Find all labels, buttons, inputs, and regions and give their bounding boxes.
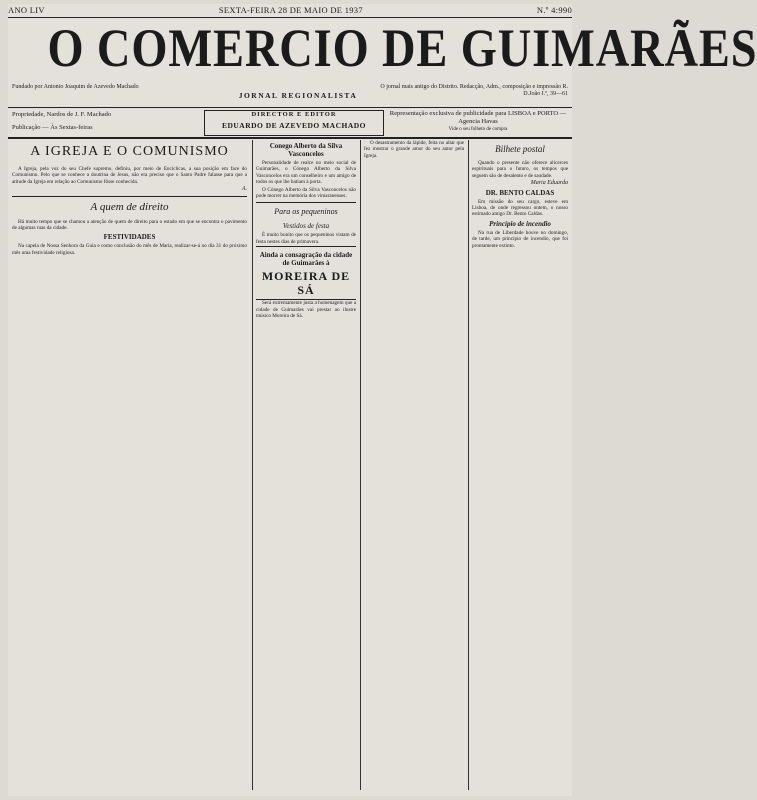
bilhete-lead: Quando o presente não oferece alicerces espirituais para o futuro, os tempos que seguem são de desalento e de saudade. bbox=[472, 160, 568, 179]
quem-direito-lead: Há muito tempo que se chamou a atenção de quem de direito para o estado em que se encontra o pavimento de algumas ruas da cidade. bbox=[12, 218, 247, 232]
conego-title: Conego Alberto da Silva Vasconcelos bbox=[269, 142, 343, 158]
director-name: EDUARDO DE AZEVEDO MACHADO bbox=[221, 121, 367, 130]
owner-line: Propriedade, Nardos de J. F. Machado bbox=[12, 111, 112, 118]
column-2 bbox=[256, 140, 356, 785]
bilhete-title: Bilhete postal bbox=[495, 144, 545, 154]
published-line: Publicação — Às Sextas-feiras bbox=[12, 124, 93, 131]
quem-direito-title: A quem de direito bbox=[90, 200, 169, 213]
column-1 bbox=[12, 140, 247, 780]
pequeninos-subtitle: Vestidos de festa bbox=[282, 222, 330, 231]
igreja-title: A IGREJA E O COMUNISMO bbox=[30, 144, 229, 159]
year-label: ANO LIV bbox=[8, 5, 45, 15]
consagracao-lead: Será extremamente justa a homenagem que a cidade de Guimarães vai prestar ao ilustre músico Moreira de Sá. bbox=[256, 300, 356, 320]
representation-line-2: Vide o seu folheto de compra bbox=[448, 127, 508, 132]
subtitle: JORNAL REGIONALISTA bbox=[238, 91, 358, 100]
director-label: DIRECTOR E EDITOR bbox=[251, 111, 337, 118]
issue-line bbox=[8, 4, 572, 16]
pequeninos-title: Para os pequeninos bbox=[274, 207, 338, 217]
director-box bbox=[204, 110, 384, 136]
column-4 bbox=[472, 140, 568, 785]
column-divider-1 bbox=[252, 140, 253, 790]
incendio-lead: Na rua de Liberdade houve no domingo, de tarde, um princípio de incendio, que foi prontamente extinto. bbox=[472, 229, 568, 249]
conego-closing: O Cónego Alberto da Silva Vasconcelos não pode morrer na memória dos vimaranenses. bbox=[256, 186, 356, 200]
column-divider-3 bbox=[468, 140, 469, 790]
pequeninos-lead: É muito bonito que os pequeninos vistam de festa nestes dias de primavera. bbox=[256, 232, 356, 245]
oldest-journal: O jornal mais antigo do Distrito. Redacção, Adm., composição e impressão R. D.João I.º, 39—61 bbox=[380, 84, 568, 97]
column-3 bbox=[364, 140, 464, 785]
issue-date: SEXTA-FEIRA 28 DE MAIO DE 1937 bbox=[218, 5, 363, 15]
igreja-lead: A Igreja, pela voz do seu Chefe supremo, definiu, por meio de Encíclicas, a sua posição em face do Comunismo. Pelo que se conhece a doutrina de Jesus, não era preciso que o Santo Padre falasse para que a atitude da Igreja em relação ao Comunismo fôsse conhecida. bbox=[12, 166, 247, 185]
masthead-title: O COMERCIO DE GUIMARÃES bbox=[47, 18, 757, 78]
bento-lead: Em missão do seu cargo, esteve em Lisboa, de onde regressou ontem, o nosso estimado amigo Dr. Bento Caldas. bbox=[472, 198, 568, 218]
column-divider-2 bbox=[360, 140, 361, 790]
desastre-lead: O desastramento da lápide, feita no altar que fez mostrar o grande amor do seu autor pela Igreja. bbox=[364, 140, 464, 159]
body-rule bbox=[8, 137, 572, 139]
representation-info bbox=[388, 110, 568, 134]
consagracao-header bbox=[256, 246, 356, 300]
consagracao-title: Ainda a consagração da cidade de Guimarães à bbox=[259, 251, 353, 268]
owner-info bbox=[12, 111, 182, 132]
masthead-rule bbox=[8, 107, 572, 108]
bento-title: DR. BENTO CALDAS bbox=[485, 188, 555, 197]
igreja-signature: A. bbox=[241, 186, 247, 193]
founded-by: Fundado por Antonio Joaquim de Azevedo Machado bbox=[12, 84, 139, 90]
incendio-title: Princípio de incendio bbox=[489, 219, 551, 228]
info-row bbox=[8, 110, 572, 136]
masthead-subrow bbox=[8, 84, 572, 106]
bilhete-signature: Maria Eduarda bbox=[530, 180, 568, 187]
festividades-lead: Na capela de Nossa Senhora da Guia e como conclusão do mês de Maria, realizar-se-á no dia 31 do próximo mês uma festividade religiosa. bbox=[12, 243, 247, 256]
issue-number: N.º 4:990 bbox=[536, 5, 572, 15]
conego-lead: Personalidade de realce no meio social de Guimarães, o Cónego Alberto da Silva Vasconcelos era um conselheiro e um amigo de todos os que lhe batiam à porta. bbox=[256, 160, 356, 186]
festividades-title: FESTIVIDADES bbox=[103, 233, 156, 242]
representation-line: Representação exclusiva de publicidade para LISBOA e PORTO — Agencia Havas bbox=[389, 110, 567, 125]
consagracao-big-title: MOREIRA DE SÁ bbox=[261, 269, 351, 298]
